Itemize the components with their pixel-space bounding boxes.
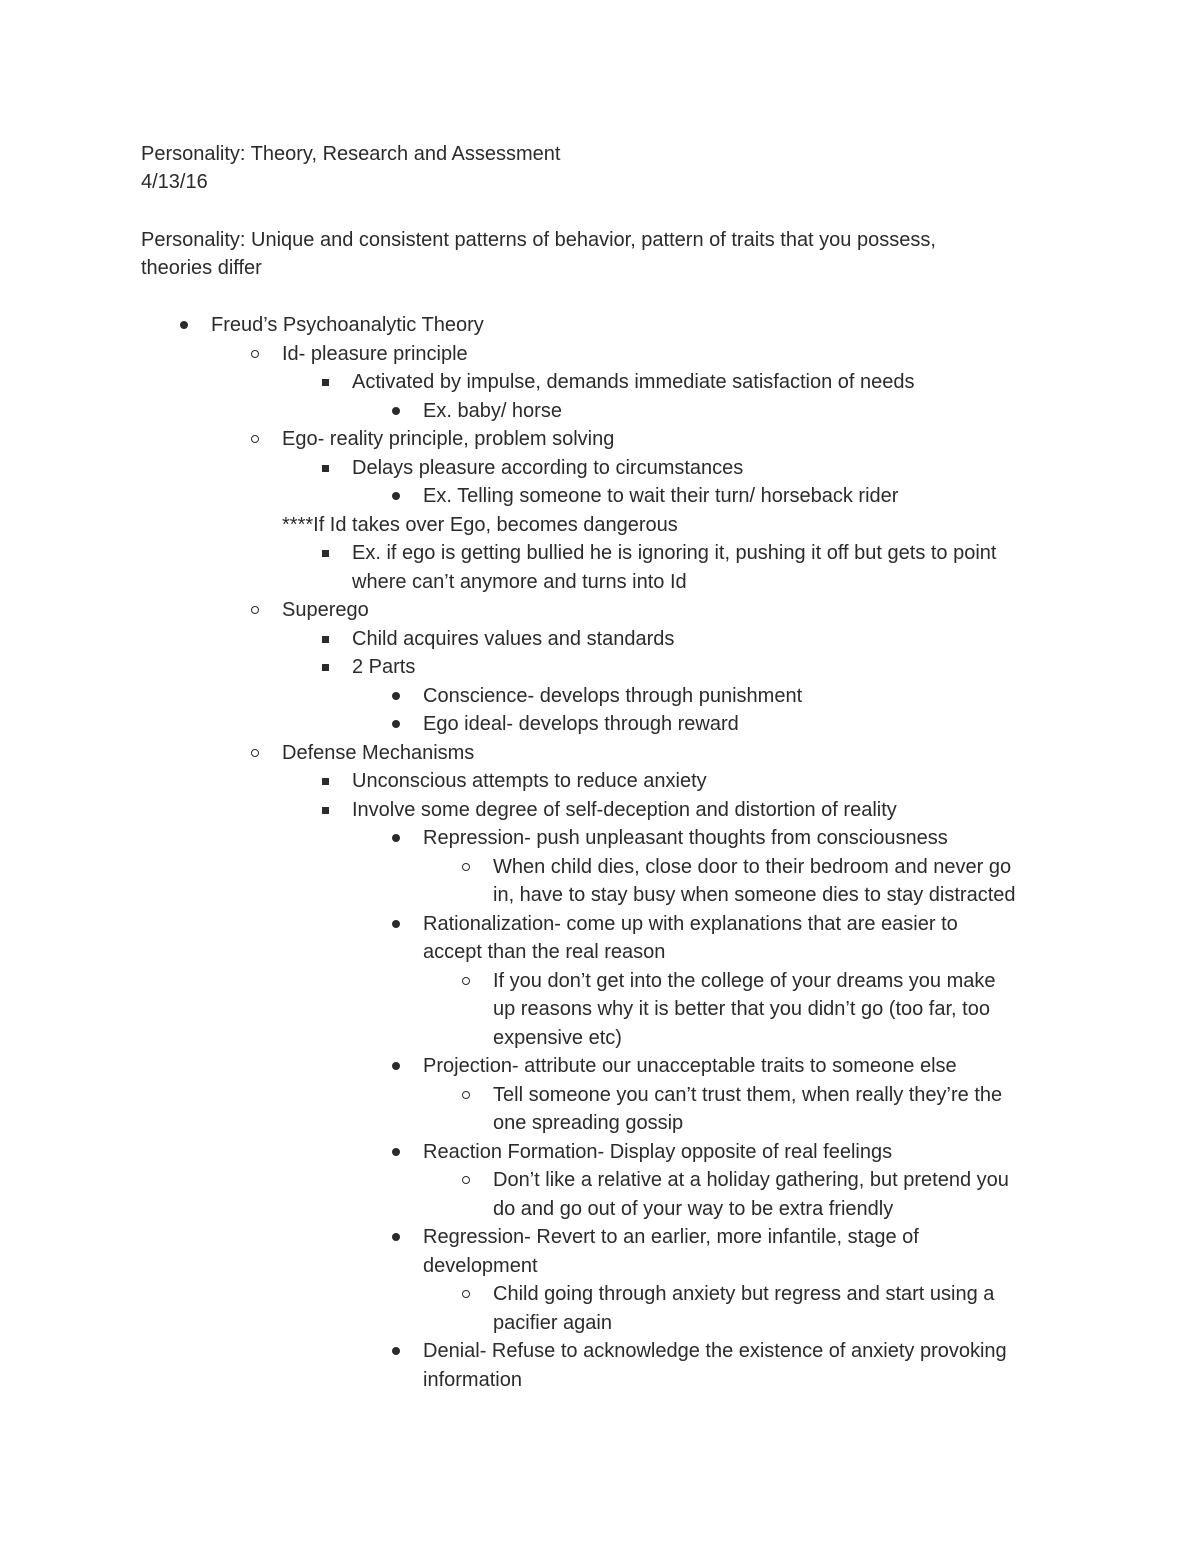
square-bullet-icon bbox=[318, 368, 332, 396]
list-item-text: Conscience- develops through punishment bbox=[423, 685, 803, 707]
list-item-text: pacifier again bbox=[493, 1312, 612, 1334]
list-item-text: do and go out of your way to be extra friendly bbox=[493, 1198, 894, 1220]
list-item-text: Activated by impulse, demands immediate satisfaction of needs bbox=[352, 371, 915, 393]
disc-bullet-icon bbox=[389, 1223, 403, 1251]
list-item-text: Defense Mechanisms bbox=[282, 742, 475, 764]
list-item-text: accept than the real reason bbox=[423, 941, 666, 963]
doc-title: Personality: Theory, Research and Assessment bbox=[141, 143, 561, 165]
list-item-text: Superego bbox=[282, 599, 369, 621]
disc-bullet-icon bbox=[389, 910, 403, 938]
list-item-text: Unconscious attempts to reduce anxiety bbox=[352, 770, 707, 792]
circle-bullet-icon bbox=[248, 739, 262, 767]
list-item-text: 2 Parts bbox=[352, 656, 416, 678]
list-item-text: Child acquires values and standards bbox=[352, 628, 675, 650]
disc-bullet-icon bbox=[389, 1052, 403, 1080]
list-item-text: Delays pleasure according to circumstances bbox=[352, 457, 744, 479]
circle-bullet-icon bbox=[248, 596, 262, 624]
list-item-text: Denial- Refuse to acknowledge the existence of anxiety provoking bbox=[423, 1340, 1007, 1362]
disc-bullet-icon bbox=[389, 710, 403, 738]
list-item-text: Tell someone you can’t trust them, when really they’re the bbox=[493, 1084, 1003, 1106]
list-item-text: Repression- push unpleasant thoughts from consciousness bbox=[423, 827, 948, 849]
list-item-text: where can’t anymore and turns into Id bbox=[352, 571, 687, 593]
list-item-text: ****If Id takes over Ego, becomes dangerous bbox=[282, 514, 678, 536]
list-item-text: Freud’s Psychoanalytic Theory bbox=[211, 314, 484, 336]
list-item-text: Ex. baby/ horse bbox=[423, 400, 562, 422]
disc-bullet-icon bbox=[389, 682, 403, 710]
list-item-text: Ex. Telling someone to wait their turn/ horseback rider bbox=[423, 485, 899, 507]
list-item-text: Involve some degree of self-deception and distortion of reality bbox=[352, 799, 897, 821]
circle-bullet-icon bbox=[459, 1081, 473, 1109]
list-item-text: information bbox=[423, 1369, 522, 1391]
circle-bullet-icon bbox=[459, 1280, 473, 1308]
square-bullet-icon bbox=[318, 767, 332, 795]
square-bullet-icon bbox=[318, 796, 332, 824]
list-item-text: up reasons why it is better that you didn’t go (too far, too bbox=[493, 998, 990, 1020]
circle-bullet-icon bbox=[459, 853, 473, 881]
list-item-text: Ego ideal- develops through reward bbox=[423, 713, 739, 735]
list-item-text: Id- pleasure principle bbox=[282, 343, 468, 365]
circle-bullet-icon bbox=[248, 425, 262, 453]
definition-line: Personality: Unique and consistent patterns of behavior, pattern of traits that you possess, bbox=[141, 229, 936, 251]
list-item-text: Don’t like a relative at a holiday gathering, but pretend you bbox=[493, 1169, 1009, 1191]
list-item-text: Regression- Revert to an earlier, more infantile, stage of bbox=[423, 1226, 919, 1248]
definition-line: theories differ bbox=[141, 257, 262, 279]
list-item-text: Projection- attribute our unacceptable traits to someone else bbox=[423, 1055, 957, 1077]
list-item-text: one spreading gossip bbox=[493, 1112, 684, 1134]
square-bullet-icon bbox=[318, 539, 332, 567]
disc-bullet-icon bbox=[389, 397, 403, 425]
circle-bullet-icon bbox=[459, 967, 473, 995]
list-item-text: When child dies, close door to their bedroom and never go bbox=[493, 856, 1012, 878]
list-item-text: Child going through anxiety but regress and start using a bbox=[493, 1283, 995, 1305]
list-item-text: Rationalization- come up with explanations that are easier to bbox=[423, 913, 958, 935]
disc-bullet-icon bbox=[389, 1138, 403, 1166]
list-item-text: development bbox=[423, 1255, 538, 1277]
square-bullet-icon bbox=[318, 454, 332, 482]
circle-bullet-icon bbox=[459, 1166, 473, 1194]
square-bullet-icon bbox=[318, 625, 332, 653]
list-item-text: Ego- reality principle, problem solving bbox=[282, 428, 615, 450]
disc-bullet-icon bbox=[389, 824, 403, 852]
list-item-text: in, have to stay busy when someone dies to stay distracted bbox=[493, 884, 1016, 906]
disc-bullet-icon bbox=[177, 311, 191, 339]
list-item-text: Ex. if ego is getting bullied he is ignoring it, pushing it off but gets to point bbox=[352, 542, 997, 564]
list-item-text: expensive etc) bbox=[493, 1027, 622, 1049]
square-bullet-icon bbox=[318, 653, 332, 681]
disc-bullet-icon bbox=[389, 482, 403, 510]
doc-date: 4/13/16 bbox=[141, 171, 208, 193]
list-item-text: If you don’t get into the college of your dreams you make bbox=[493, 970, 996, 992]
list-item-text: Reaction Formation- Display opposite of real feelings bbox=[423, 1141, 893, 1163]
disc-bullet-icon bbox=[389, 1337, 403, 1365]
circle-bullet-icon bbox=[248, 340, 262, 368]
